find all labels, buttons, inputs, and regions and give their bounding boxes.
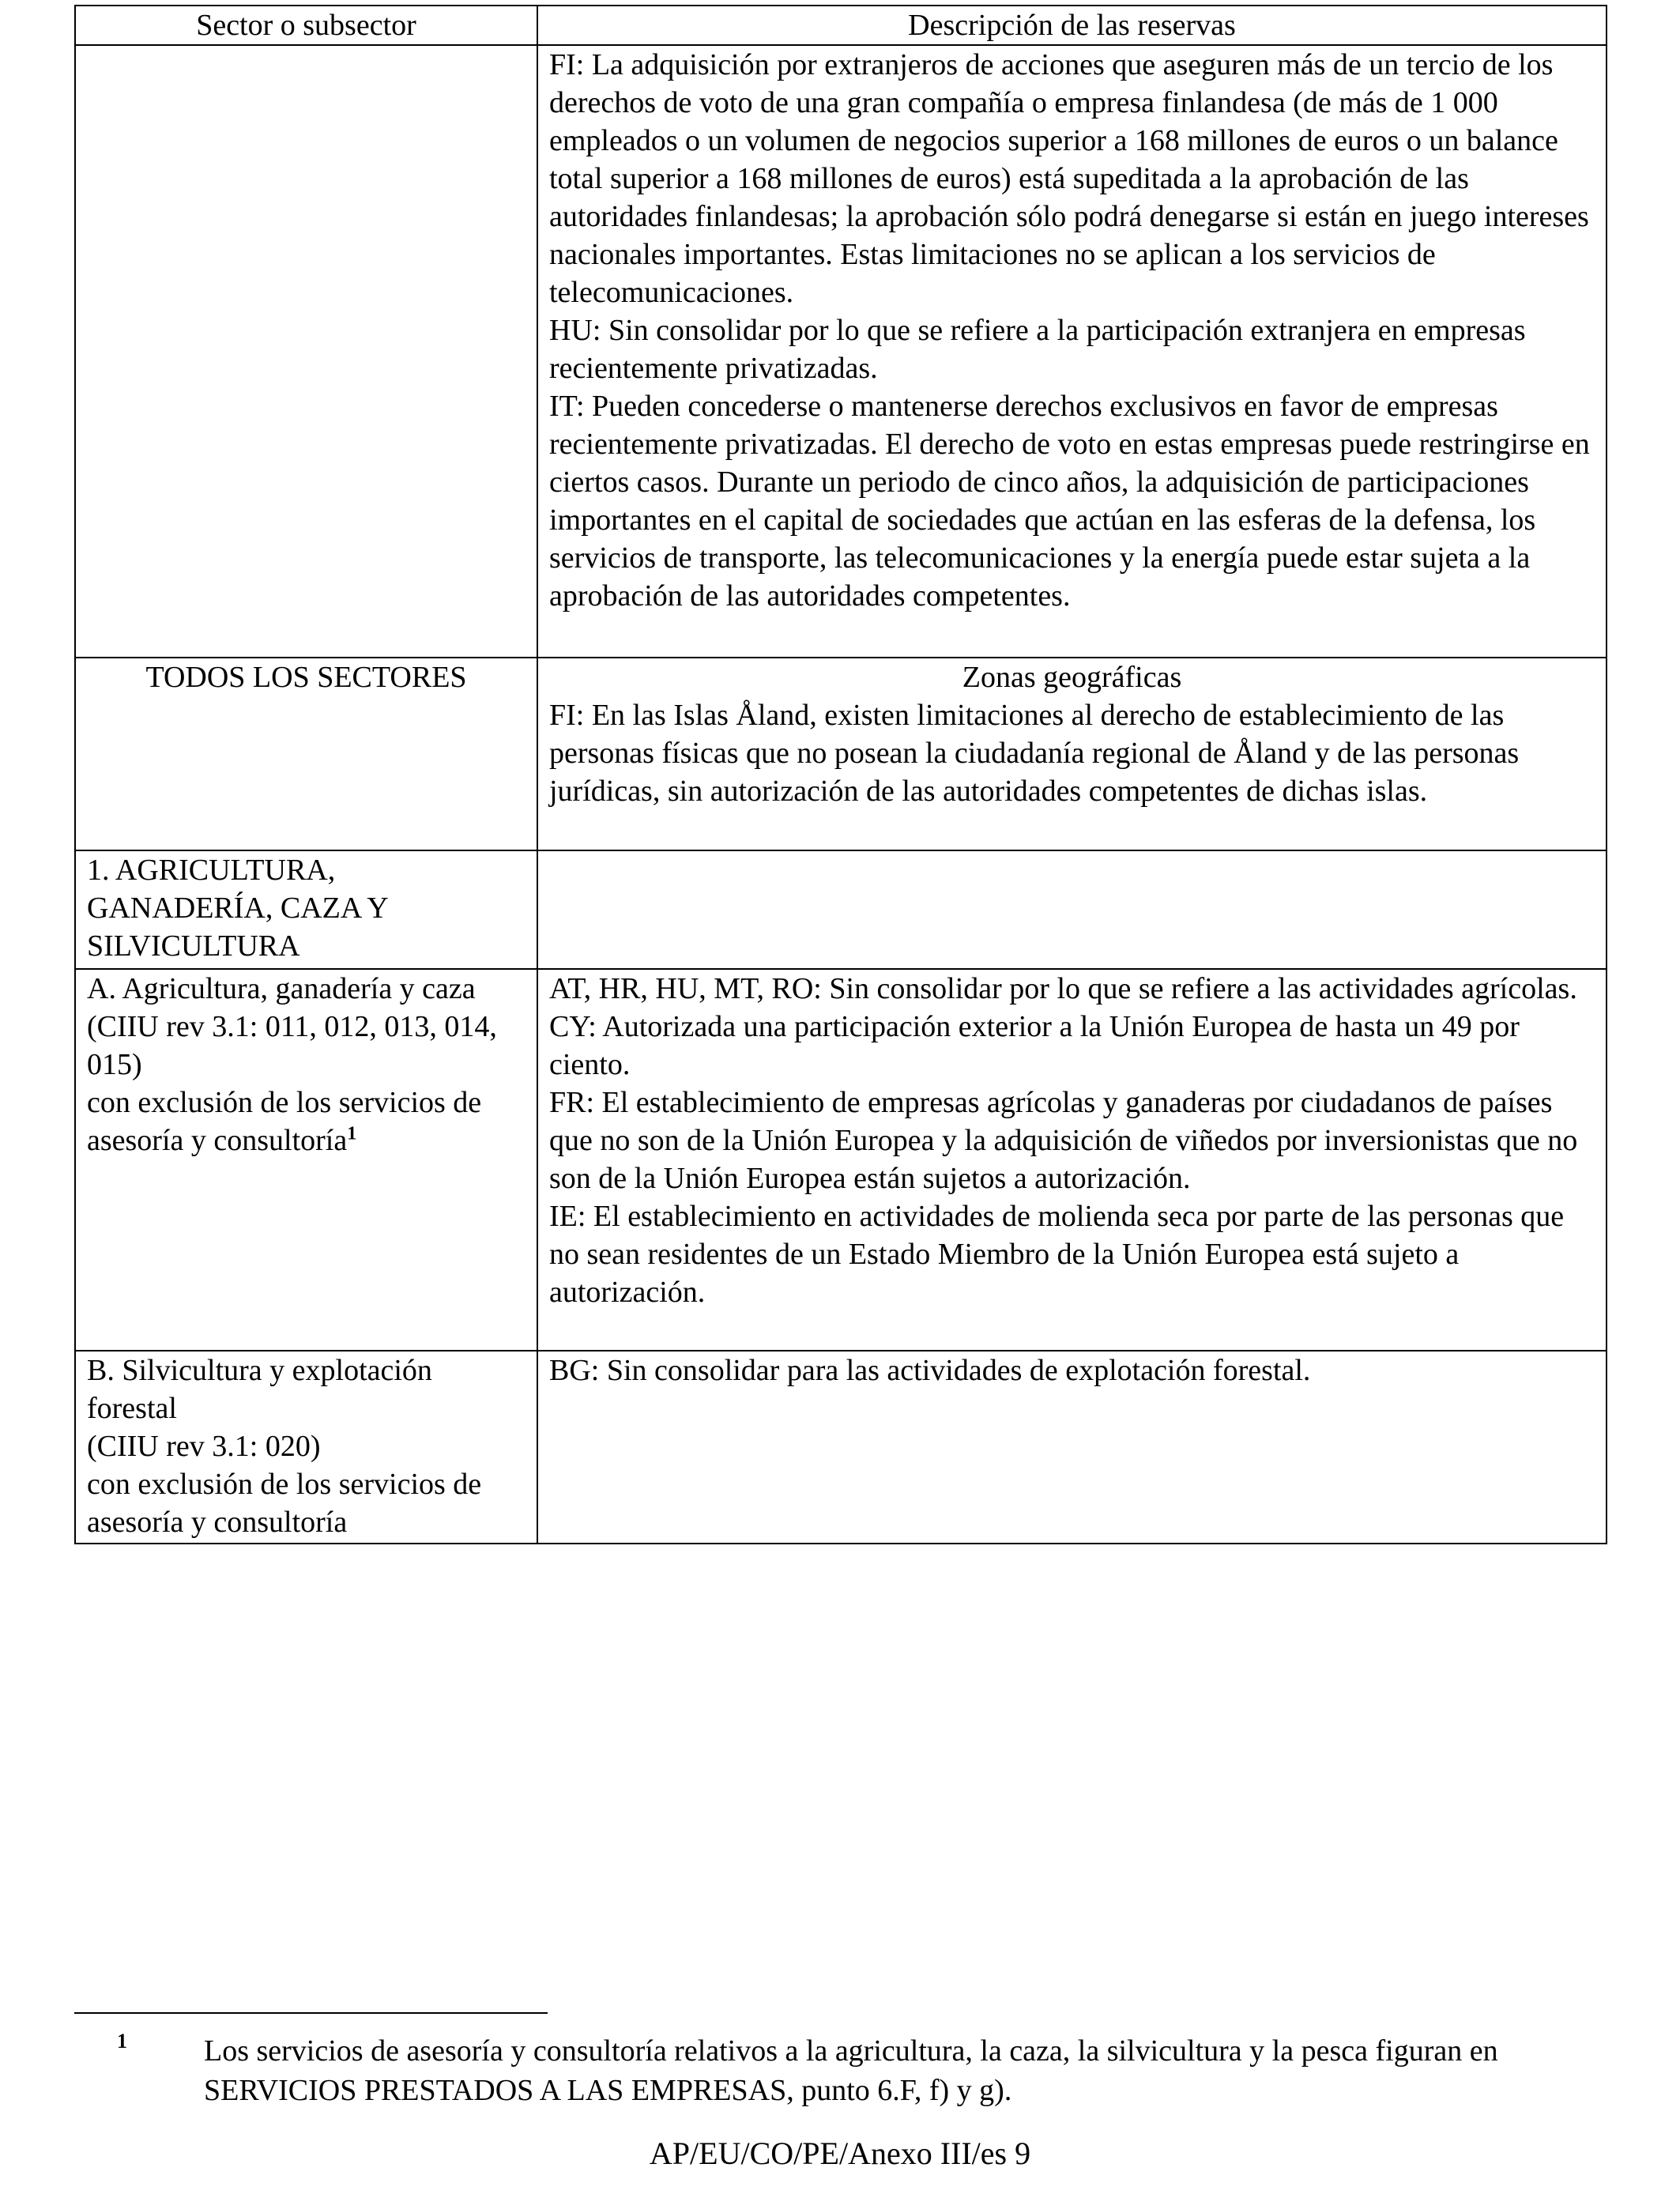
footnote-reference: 1 <box>347 1123 357 1144</box>
reservation-fi-aland: FI: En las Islas Åland, existen limitaciones al derecho de establecimiento de las personas físicas que no posean la ciudadanía regional de Åland y de las personas jurídicas, sin autorización de las autoridades competentes de dichas islas. <box>549 699 1520 808</box>
sector-cell: TODOS LOS SECTORES <box>75 658 537 850</box>
table-row <box>75 45 1607 658</box>
sector-line: A. Agricultura, ganadería y caza (CIIU rev 3.1: 011, 012, 013, 014, 015) <box>87 972 497 1081</box>
footnote-number: 1 <box>117 2030 127 2053</box>
table-row <box>75 1351 1607 1544</box>
page-footer: AP/EU/CO/PE/Anexo III/es 9 <box>649 2136 1031 2171</box>
sector-line-text: con exclusión de los servicios de asesoría y consultoría <box>87 1086 482 1157</box>
description-cell <box>537 1351 1607 1544</box>
reservation-at-hr-hu-mt-ro: AT, HR, HU, MT, RO: Sin consolidar por lo que se refiere a las actividades agrícolas. <box>549 972 1577 1005</box>
sector-cell: 1. AGRICULTURA, GANADERÍA, CAZA Y SILVICULTURA <box>75 850 537 969</box>
table-row <box>75 969 1607 1351</box>
sector-cell <box>75 969 537 1351</box>
reservation-cy: CY: Autorizada una participación exterior a la Unión Europea de hasta un 49 por ciento. <box>549 1010 1520 1081</box>
sector-line: B. Silvicultura y explotación forestal <box>87 1354 432 1425</box>
reservations-table <box>74 5 1607 1544</box>
sector-line: (CIIU rev 3.1: 020) <box>87 1430 321 1463</box>
sector-line <box>87 1084 525 1159</box>
table-row <box>75 850 1607 969</box>
reservation-it: IT: Pueden concederse o mantenerse derechos exclusivos en favor de empresas recientemente privatizadas. El derecho de voto en estas empresas puede restringirse en ciertos casos. Durante un periodo de cinco años, la adquisición de participaciones importantes en el capital de sociedades que actúan en las esferas de la defensa, los servicios de transporte, las telecomunicaciones y la energía puede estar sujeta a la aprobación de las autoridades competentes. <box>549 390 1590 613</box>
sector-line: con exclusión de los servicios de asesoría y consultoría <box>87 1468 482 1539</box>
description-cell-empty <box>537 850 1607 969</box>
description-cell <box>537 969 1607 1351</box>
reservation-fi: FI: La adquisición por extranjeros de acciones que aseguren más de un tercio de los derechos de voto de una gran compañía o empresa finlandesa (de más de 1 000 empleados o un volumen de negocios superior a 168 millones de euros o un balance total superior a 168 millones de euros) está supeditada a la aprobación de las autoridades finlandesas; la aprobación sólo podrá denegarse si están en juego intereses nacionales importantes. Estas limitaciones no se aplican a los servicios de telecomunicaciones. <box>549 48 1589 309</box>
table-header-row <box>75 6 1607 45</box>
header-sector: Sector o subsector <box>75 6 537 45</box>
reservation-bg: BG: Sin consolidar para las actividades de explotación forestal. <box>549 1354 1311 1387</box>
footnote-separator <box>74 2012 548 2014</box>
description-cell <box>537 658 1607 850</box>
reservation-ie: IE: El establecimiento en actividades de molienda seca por parte de las personas que no sean residentes de un Estado Miembro de la Unión Europea está sujeto a autorización. <box>549 1200 1565 1309</box>
footnote-text: Los servicios de asesoría y consultoría relativos a la agricultura, la caza, la silvicultura y la pesca figuran en SERVICIOS PRESTADOS A LAS EMPRESAS, punto 6.F, f) y g). <box>204 2034 1498 2107</box>
reservation-fr: FR: El establecimiento de empresas agrícolas y ganaderas por ciudadanos de países que no son de la Unión Europea y la adquisición de viñedos por inversionistas que no son de la Unión Europea están sujetos a autorización. <box>549 1086 1578 1195</box>
sector-cell <box>75 1351 537 1544</box>
subheading: Zonas geográficas <box>962 661 1182 694</box>
table-row <box>75 658 1607 850</box>
sector-cell-empty <box>75 45 537 658</box>
header-description: Descripción de las reservas <box>537 6 1607 45</box>
description-cell <box>537 45 1607 658</box>
reservation-hu: HU: Sin consolidar por lo que se refiere a la participación extranjera en empresas recientemente privatizadas. <box>549 314 1526 385</box>
